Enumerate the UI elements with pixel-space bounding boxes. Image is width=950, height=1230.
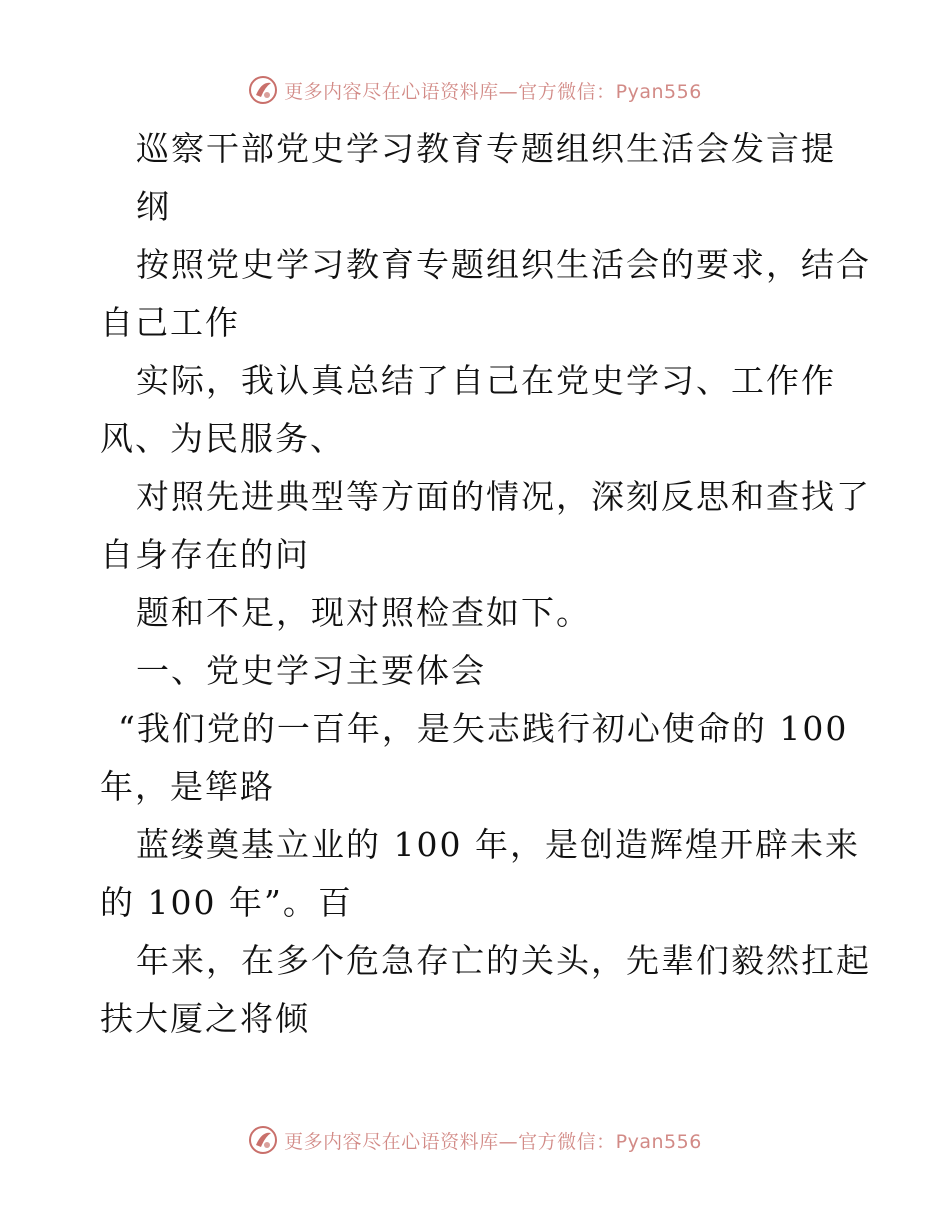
- ink-brush-logo-icon: [248, 75, 278, 105]
- paragraph-line: 年来，在多个危急存亡的关头，先辈们毅然扛起: [136, 941, 871, 980]
- paragraph-line: 风、为民服务、: [100, 419, 345, 458]
- paragraph-line: 的 100 年”。百: [100, 883, 353, 922]
- watermark-text: 更多内容尽在心语资料库—官方微信：Pyan556: [284, 1130, 702, 1153]
- paragraph-line: 自身存在的问: [100, 535, 310, 574]
- paragraph-line: 扶大厦之将倾: [100, 999, 310, 1038]
- doc-title-line-1: 巡察干部党史学习教育专题组织生活会发言提: [136, 129, 836, 168]
- paragraph-line: “我们党的一百年，是矢志践行初心使命的 100: [118, 709, 849, 748]
- watermark-text: 更多内容尽在心语资料库—官方微信：Pyan556: [284, 80, 702, 103]
- paragraph-line: 对照先进典型等方面的情况，深刻反思和查找了: [136, 477, 871, 516]
- ink-brush-logo-icon: [248, 1125, 278, 1155]
- doc-title-line-2: 纲: [136, 187, 171, 226]
- paragraph-line: 实际，我认真总结了自己在党史学习、工作作: [136, 361, 836, 400]
- footer-watermark: [0, 1122, 950, 1158]
- paragraph-line: 按照党史学习教育专题组织生活会的要求，结合: [136, 245, 871, 284]
- paragraph-line: 蓝缕奠基立业的 100 年，是创造辉煌开辟未来: [136, 825, 860, 864]
- paragraph-line: 题和不足，现对照检查如下。: [136, 593, 591, 632]
- paragraph-line: 年，是筚路: [100, 767, 275, 806]
- header-watermark: [0, 72, 950, 108]
- paragraph-line: 自己工作: [100, 303, 240, 342]
- section-heading: 一、党史学习主要体会: [136, 651, 486, 690]
